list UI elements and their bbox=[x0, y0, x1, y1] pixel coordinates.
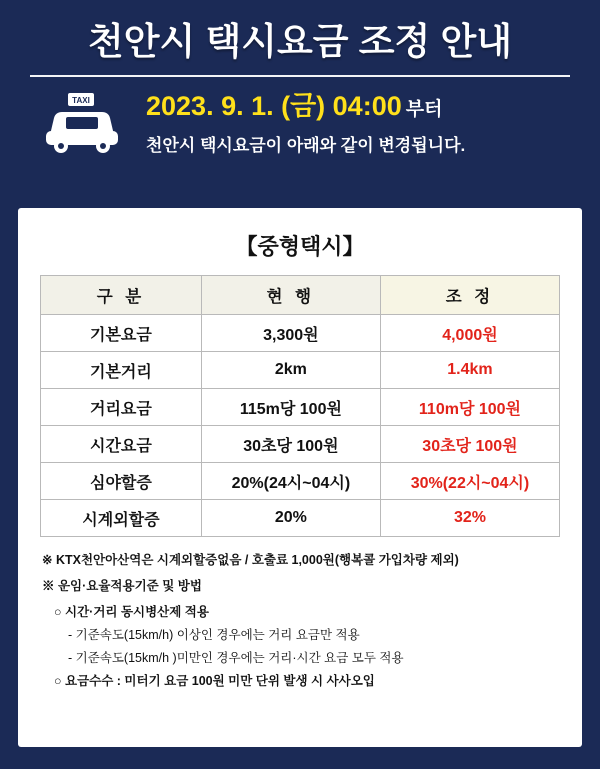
row-label: 심야할증 bbox=[41, 463, 202, 500]
header-band bbox=[0, 77, 600, 162]
row-label: 기본거리 bbox=[41, 352, 202, 389]
row-new: 4,000원 bbox=[380, 315, 559, 352]
note-item: ※ KTX천안아산역은 시계외할증없음 / 호출료 1,000원(행복콜 가입차량 제외) bbox=[42, 553, 459, 567]
row-current: 30초당 100원 bbox=[201, 426, 380, 463]
row-new: 32% bbox=[380, 500, 559, 537]
page-title: 천안시 택시요금 조정 안내 bbox=[87, 21, 512, 62]
fare-table bbox=[40, 275, 560, 537]
note-item: ○ 시간·거리 동시병산제 적용 bbox=[54, 604, 209, 619]
title-divider bbox=[30, 75, 570, 77]
row-new: 110m당 100원 bbox=[380, 389, 559, 426]
column-header-new: 조 정 bbox=[380, 276, 559, 315]
row-current: 2km bbox=[201, 352, 380, 389]
svg-text:TAXI: TAXI bbox=[72, 96, 90, 106]
taxi-icon bbox=[36, 91, 132, 155]
effective-date-line bbox=[146, 91, 570, 122]
table-row bbox=[41, 315, 560, 352]
row-label: 시계외할증 bbox=[41, 500, 202, 537]
row-new: 30%(22시~04시) bbox=[380, 463, 559, 500]
table-row bbox=[41, 500, 560, 537]
table-header-row bbox=[41, 276, 560, 315]
row-current: 20% bbox=[201, 500, 380, 537]
row-current: 115m당 100원 bbox=[201, 389, 380, 426]
table-row bbox=[41, 352, 560, 389]
column-header-current: 현 행 bbox=[201, 276, 380, 315]
note-item: ○ 요금수수 : 미터기 요금 100원 미만 단위 발생 시 사사오입 bbox=[54, 673, 375, 688]
fare-card bbox=[18, 208, 582, 747]
note-item: - 기준속도(15km/h )미만인 경우에는 거리·시간 요금 모두 적용 bbox=[68, 651, 404, 665]
row-label: 거리요금 bbox=[41, 389, 202, 426]
table-body bbox=[41, 315, 560, 537]
row-label: 기본요금 bbox=[41, 315, 202, 352]
row-current: 20%(24시~04시) bbox=[201, 463, 380, 500]
table-row bbox=[41, 426, 560, 463]
row-new: 30초당 100원 bbox=[380, 426, 559, 463]
row-new: 1.4km bbox=[380, 352, 559, 389]
card-title: 【중형택시】 bbox=[235, 234, 365, 259]
note-item: - 기준속도(15km/h) 이상인 경우에는 거리 요금만 적용 bbox=[68, 628, 360, 643]
notes-section bbox=[40, 551, 560, 691]
title-section bbox=[0, 0, 600, 77]
column-header-category: 구 분 bbox=[41, 276, 202, 315]
effective-date-suffix: 부터 bbox=[405, 98, 443, 120]
table-row bbox=[41, 389, 560, 426]
header-subtitle: 천안시 택시요금이 아래와 같이 변경됩니다. bbox=[146, 135, 466, 155]
table-header bbox=[41, 276, 560, 315]
effective-date: 2023. 9. 1. (금) 04:00 bbox=[146, 90, 402, 121]
table-row bbox=[41, 463, 560, 500]
row-current: 3,300원 bbox=[201, 315, 380, 352]
note-item: ※ 운임·요율적용기준 및 방법 bbox=[42, 578, 202, 593]
header-texts bbox=[140, 91, 570, 156]
row-label: 시간요금 bbox=[41, 426, 202, 463]
